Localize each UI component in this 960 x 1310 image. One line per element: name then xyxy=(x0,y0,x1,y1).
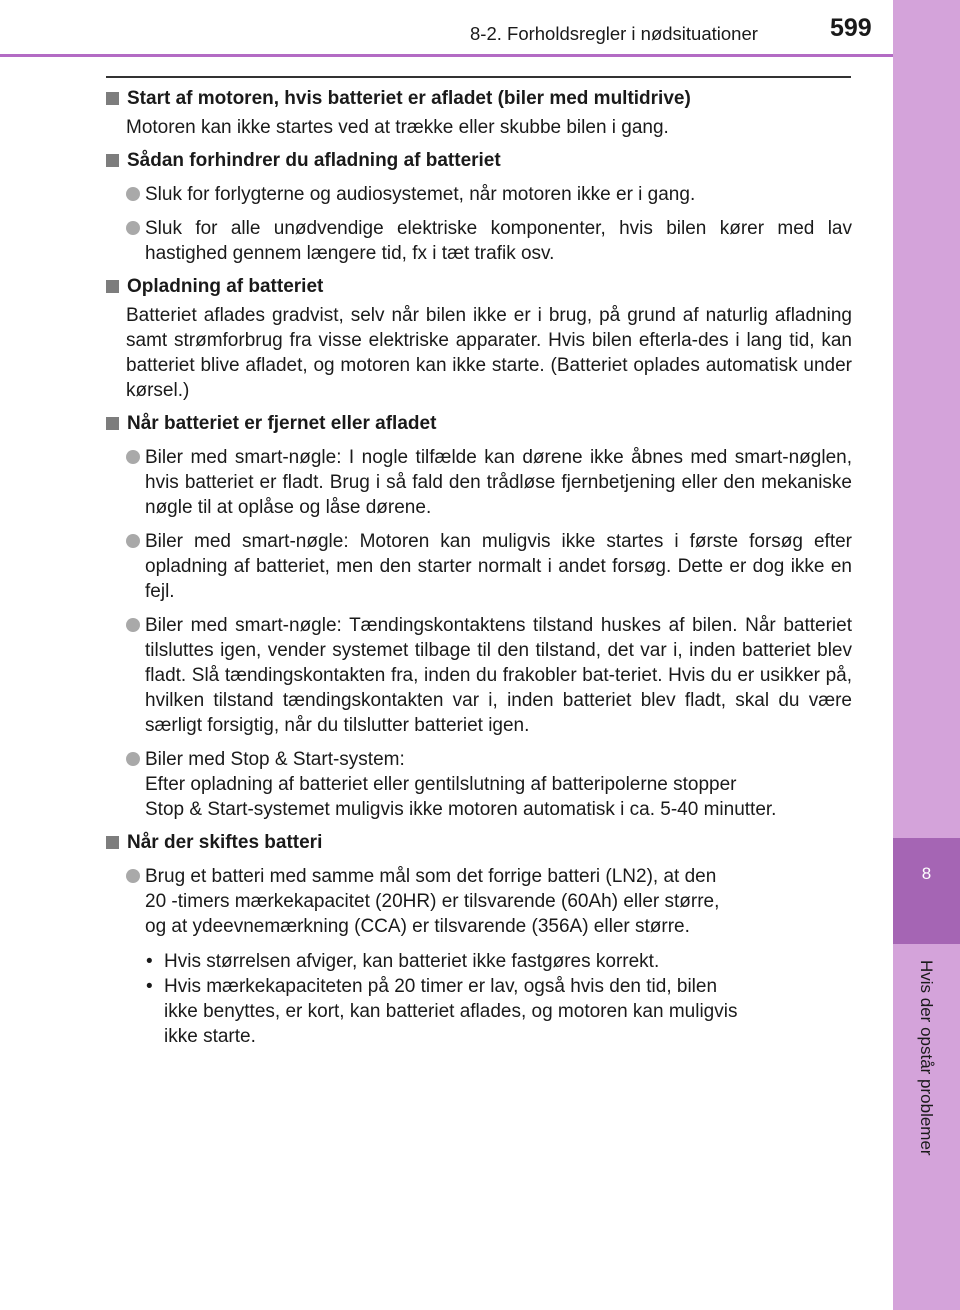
header-divider xyxy=(0,54,893,57)
bullet-item xyxy=(106,445,852,520)
circle-bullet-icon xyxy=(126,752,140,766)
sub-bullet-line: ikke benyttes, er kort, kan batteriet aflades, og motoren kan muligvis xyxy=(164,1001,738,1022)
chapter-title: Hvis der opstår problemer xyxy=(917,960,936,1156)
square-bullet-icon xyxy=(106,417,119,430)
heading-text: Opladning af batteriet xyxy=(127,276,324,297)
square-bullet-icon xyxy=(106,836,119,849)
bullet-text: Sluk for alle unødvendige elektriske komponenter, hvis bilen kører med lav hastighed gennem længere tid, fx i tæt trafik osv. xyxy=(145,218,852,264)
bullet-line: Brug et batteri med samme mål som det forrige batteri (LN2), at den xyxy=(145,866,717,887)
heading-text: Når der skiftes batteri xyxy=(127,832,323,853)
chapter-tab xyxy=(893,838,960,944)
heading-text: Start af motoren, hvis batteriet er afladet (biler med multidrive) xyxy=(127,88,691,109)
bullet-item xyxy=(106,747,852,822)
sub-bullet-item xyxy=(106,974,852,1049)
bullet-line: Efter opladning af batteriet eller gentilslutning af batteripolerne stopper xyxy=(145,774,737,795)
paragraph: Batteriet aflades gradvist, selv når bilen ikke er i brug, på grund af naturlig afladning samt strømforbrug fra visse elektriske apparater. Hvis bilen efterla-des i lang tid, kan batteriet blive afladet, og motoren kan ikke starte. (Batteriet oplades automatisk under kørsel.) xyxy=(126,305,852,401)
page-content xyxy=(106,86,852,1049)
bullet-item xyxy=(106,182,852,207)
bullet-item xyxy=(106,216,852,266)
circle-bullet-icon xyxy=(126,221,140,235)
bullet-text: Sluk for forlygterne og audiosystemet, når motoren ikke er i gang. xyxy=(145,184,696,205)
bullet-item xyxy=(106,613,852,738)
bullet-line: 20 -timers mærkekapacitet (20HR) er tilsvarende (60Ah) eller større, xyxy=(145,891,720,912)
heading-text: Sådan forhindrer du afladning af batteriet xyxy=(127,150,501,171)
bullet-line: og at ydeevnemærkning (CCA) er tilsvarende (356A) eller større. xyxy=(145,916,690,937)
circle-bullet-icon xyxy=(126,450,140,464)
section-heading xyxy=(106,86,852,111)
bullet-text: Biler med smart-nøgle: Motoren kan muligvis ikke startes i første forsøg efter opladning af batteriet, men den starter normalt i andet forsøg. Dette er dog ikke en fejl. xyxy=(145,531,852,602)
bullet-line: Stop & Start-systemet muligvis ikke motoren automatisk i ca. 5-40 minutter. xyxy=(145,799,777,820)
sub-bullet-text: Hvis størrelsen afviger, kan batteriet ikke fastgøres korrekt. xyxy=(164,951,660,972)
paragraph: Motoren kan ikke startes ved at trække eller skubbe bilen i gang. xyxy=(126,117,669,138)
bullet-item xyxy=(106,864,852,939)
circle-bullet-icon xyxy=(126,869,140,883)
bullet-item xyxy=(106,529,852,604)
square-bullet-icon xyxy=(106,154,119,167)
section-title: 8-2. Forholdsregler i nødsituationer xyxy=(470,23,758,44)
small-bullet-icon: • xyxy=(146,976,153,997)
square-bullet-icon xyxy=(106,92,119,105)
section-heading xyxy=(106,411,852,436)
bullet-text: Biler med smart-nøgle: Tændingskontaktens tilstand huskes af bilen. Når batteriet tilsluttes igen, vender systemet tilbage til den tilstand, det var i, inden batteriet blev fladt. Slå tændingskontakten fra, inden du frakobler bat-teriet. Hvis du er usikker på, hvilken tilstand tændingskontakten var i, inden batteriet blev fladt, skal du være særligt forsigtig, når du tilslutter batteriet igen. xyxy=(145,615,852,736)
sub-bullet-line: ikke starte. xyxy=(164,1026,256,1047)
circle-bullet-icon xyxy=(126,534,140,548)
bullet-text: Biler med smart-nøgle: I nogle tilfælde kan dørene ikke åbnes med smart-nøglen, hvis batteriet er fladt. Brug i så fald den trådløse fjernbetjening eller den mekaniske nøgle til at oplåse og låse dørene. xyxy=(145,447,852,518)
content-rule xyxy=(106,76,851,78)
page-number: 599 xyxy=(830,14,872,42)
sub-bullet-line: Hvis mærkekapaciteten på 20 timer er lav, også hvis den tid, bilen xyxy=(164,976,718,997)
section-heading xyxy=(106,274,852,299)
bullet-line: Biler med Stop & Start-system: xyxy=(145,749,405,770)
circle-bullet-icon xyxy=(126,618,140,632)
section-heading xyxy=(106,148,852,173)
square-bullet-icon xyxy=(106,280,119,293)
heading-text: Når batteriet er fjernet eller afladet xyxy=(127,413,437,434)
circle-bullet-icon xyxy=(126,187,140,201)
section-heading xyxy=(106,830,852,855)
sub-bullet-item xyxy=(106,949,852,974)
chapter-sidebar xyxy=(893,0,960,1310)
chapter-number: 8 xyxy=(921,864,932,883)
small-bullet-icon: • xyxy=(146,951,153,972)
